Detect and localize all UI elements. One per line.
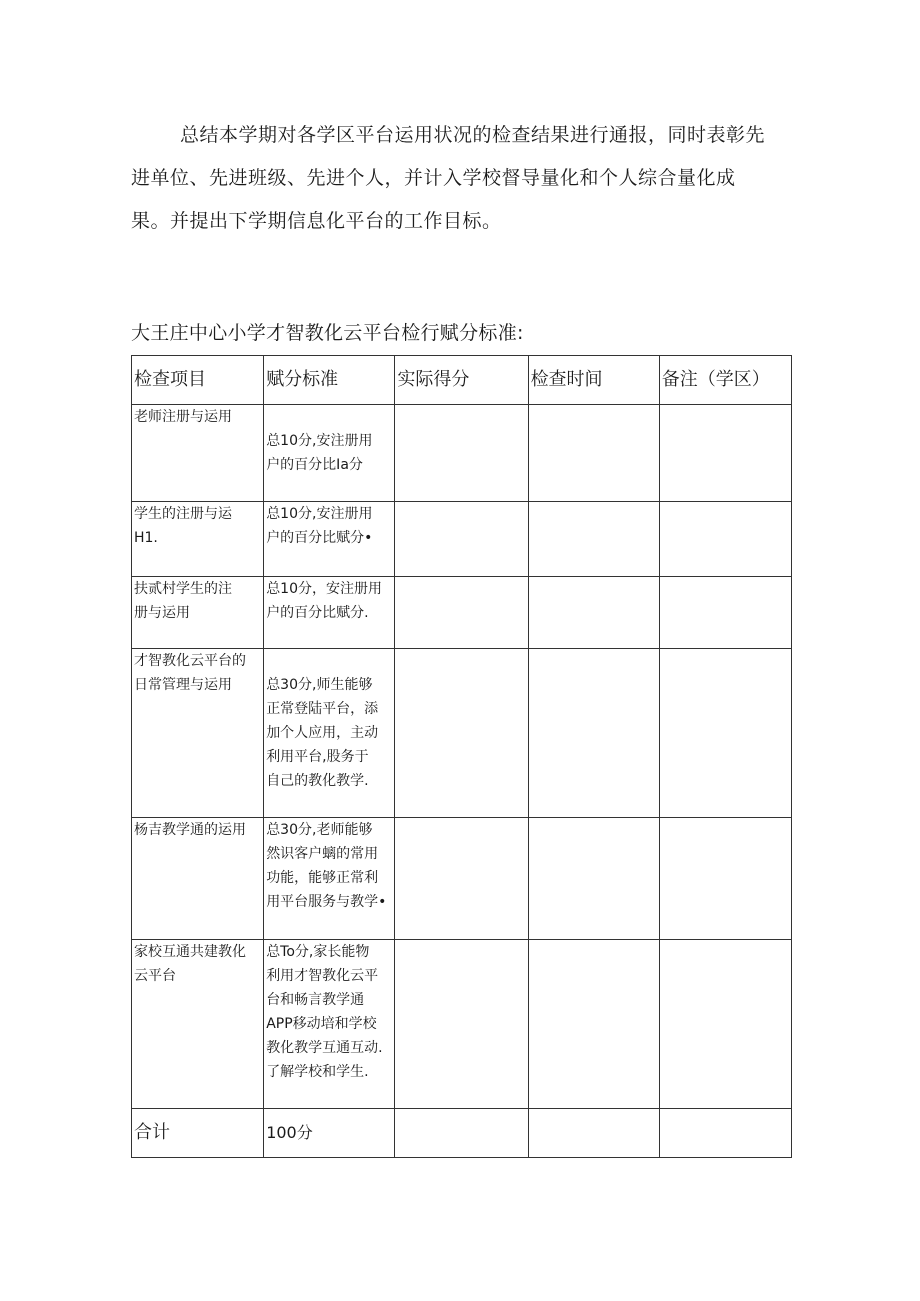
total-check-time	[528, 1109, 659, 1158]
row-standard: 总10分,安注册用 户的百分比赋分•	[264, 502, 395, 577]
table-header-row	[132, 356, 792, 405]
row-check-time	[528, 940, 659, 1109]
row-remarks	[659, 502, 791, 577]
row-item: 才智教化云平台的 日常管理与运用	[132, 649, 264, 818]
header-check-time: 检查时间	[528, 356, 659, 405]
total-remarks	[659, 1109, 791, 1158]
row-remarks	[659, 577, 791, 649]
header-actual-score: 实际得分	[395, 356, 528, 405]
table-row	[132, 649, 792, 818]
intro-line-3: 果。并提出下学期信息化平台的工作目标。	[131, 210, 502, 232]
header-standard: 赋分标准	[264, 356, 395, 405]
row-item: 家校互通共建教化 云平台	[132, 940, 264, 1109]
row-standard: 总10分,安注册用 户的百分比Ia分	[264, 405, 395, 502]
row-standard: 总To分,家长能物 利用才智教化云平 台和畅言教学通 APP移动培和学校 教化教学互通互动. 了解学校和学生.	[264, 940, 395, 1109]
intro-paragraph	[131, 114, 801, 243]
row-item: 学生的注册与运 H1.	[132, 502, 264, 577]
header-item: 检查项目	[132, 356, 264, 405]
row-actual-score	[395, 405, 528, 502]
intro-line-1: 总结本学期对各学区平台运用状况的检查结果进行通报，同时表彰先	[180, 124, 766, 146]
row-standard: 总30分,师生能够 正常登陆平台，添 加个人应用，主动 利用平台,股务于 自己的教化教学.	[264, 649, 395, 818]
row-check-time	[528, 649, 659, 818]
intro-line-2: 进单位、先进班级、先进个人，并计入学校督导量化和个人综合量化成	[131, 167, 736, 189]
row-item: 杨吉教学通的运用	[132, 818, 264, 940]
row-standard: 总10分，安注册用 户的百分比赋分.	[264, 577, 395, 649]
row-item: 老师注册与运用	[132, 405, 264, 502]
row-remarks	[659, 649, 791, 818]
table-row	[132, 577, 792, 649]
table-title: 大王庄中心小学才智教化云平台检行赋分标准:	[131, 322, 524, 344]
row-remarks	[659, 818, 791, 940]
row-check-time	[528, 405, 659, 502]
row-standard: 总30分,老师能够 然识客户螭的常用 功能，能够正常利 用平台服务与教学•	[264, 818, 395, 940]
total-label: 合计	[132, 1109, 264, 1158]
row-check-time	[528, 577, 659, 649]
row-actual-score	[395, 502, 528, 577]
row-check-time	[528, 502, 659, 577]
table-row	[132, 818, 792, 940]
row-actual-score	[395, 818, 528, 940]
row-check-time	[528, 818, 659, 940]
table-row	[132, 940, 792, 1109]
row-remarks	[659, 940, 791, 1109]
header-remarks: 备注（学区）	[659, 356, 791, 405]
row-actual-score	[395, 577, 528, 649]
row-item: 扶贰村学生的注 册与运用	[132, 577, 264, 649]
scoring-table	[131, 355, 792, 1158]
total-actual-score	[395, 1109, 528, 1158]
row-remarks	[659, 405, 791, 502]
table-total-row	[132, 1109, 792, 1158]
row-actual-score	[395, 940, 528, 1109]
total-score: 100分	[264, 1109, 395, 1158]
table-row	[132, 405, 792, 502]
table-row	[132, 502, 792, 577]
row-actual-score	[395, 649, 528, 818]
